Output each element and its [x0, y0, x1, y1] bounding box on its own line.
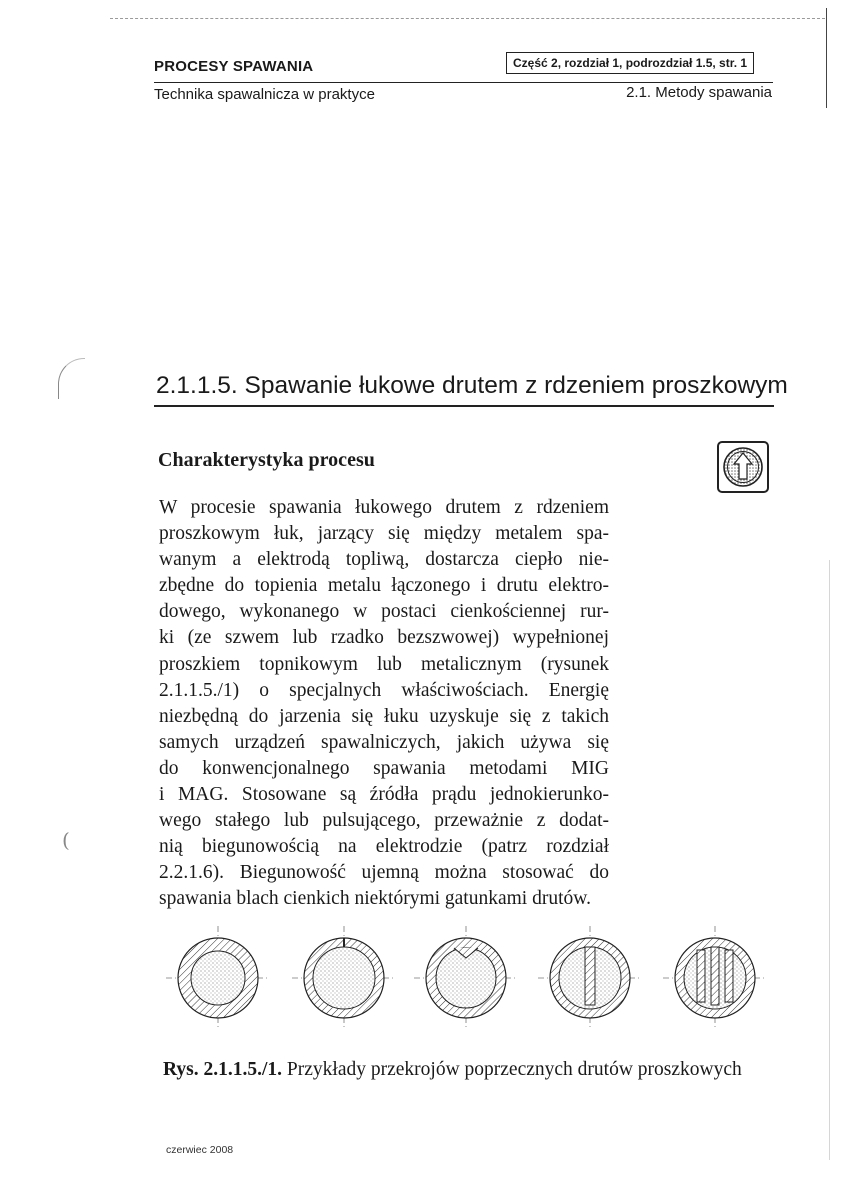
running-subtitle: Technika spawalnicza w praktyce	[154, 86, 375, 103]
body-line: spawania blach cienkich niektórymi gatunkami drutów.	[159, 888, 591, 910]
body-line: wanym a elektrodą topliwą, dostarcza ciepło nie-	[159, 549, 609, 571]
arrow-up-circle-icon	[717, 441, 769, 493]
body-line: wego stałego lub pulsującego, przeważnie z dodat-	[159, 810, 609, 832]
body-line: nią biegunowością na elektrodzie (patrz rozdział	[159, 836, 609, 858]
footer-date: czerwiec 2008	[166, 1144, 234, 1156]
running-title: PROCESY SPAWANIA	[154, 58, 314, 75]
figure-caption-label: Rys. 2.1.1.5./1.	[163, 1059, 283, 1080]
section-reference: 2.1. Metody spawania	[626, 84, 772, 101]
scan-edge-right	[826, 8, 827, 108]
body-line: dowego, wykonanego w postaci cienkościennej rur-	[159, 601, 609, 623]
body-line: W procesie spawania łukowego drutem z rdzeniem	[159, 497, 609, 518]
body-line: 2.1.1.5./1) o specjalnych właściwościach. Energię	[159, 679, 609, 701]
binder-hole-mark	[58, 358, 85, 399]
section-title: 2.1.1.5. Spawanie łukowe drutem z rdzeniem proszkowym	[156, 372, 788, 399]
body-line: samych urządzeń spawalniczych, jakich używa się	[159, 731, 609, 753]
scan-edge-right-lower	[829, 560, 830, 1160]
body-paragraph	[159, 495, 609, 913]
body-line: ki (ze szwem lub rzadko bezszwowej) wypełnionej	[159, 627, 609, 649]
subheading: Charakterystyka procesu	[158, 449, 375, 471]
body-line: proszkiem topnikowym lub metalicznym (rysunek	[159, 653, 609, 675]
simple-tube-cross-section	[166, 926, 270, 1030]
body-line: zbędne do topienia metalu łączonego i drutu elektro-	[159, 575, 609, 597]
cross-section-figure	[160, 918, 770, 1038]
header-rule	[154, 82, 773, 83]
body-line: proszkowym łuk, jarzący się między metalem spa-	[159, 523, 609, 545]
location-box: Część 2, rozdział 1, podrozdział 1.5, str. 1	[506, 52, 754, 74]
multi-fold-tube-cross-section	[663, 926, 767, 1030]
body-line: niezbędną do jarzenia się łuku uzyskuje się z takich	[159, 705, 609, 727]
seamed-tube-cross-section	[292, 926, 396, 1030]
body-line: i MAG. Stosowane są źródła prądu jednokierunko-	[159, 784, 609, 806]
figure-caption-text: Przykłady przekrojów poprzecznych drutów proszkowych	[282, 1059, 742, 1080]
folded-tube-cross-section	[538, 926, 642, 1030]
body-line: do konwencjonalnego spawania metodami MIG	[159, 757, 609, 779]
body-line: 2.2.1.6). Biegunowość ujemną można stosować do	[159, 862, 609, 884]
overlapped-tube-cross-section	[414, 926, 518, 1030]
binder-hole-mark-lower: (	[62, 828, 70, 852]
figure-caption	[163, 1056, 775, 1083]
section-title-rule	[154, 405, 774, 407]
scan-edge-top	[110, 18, 825, 19]
